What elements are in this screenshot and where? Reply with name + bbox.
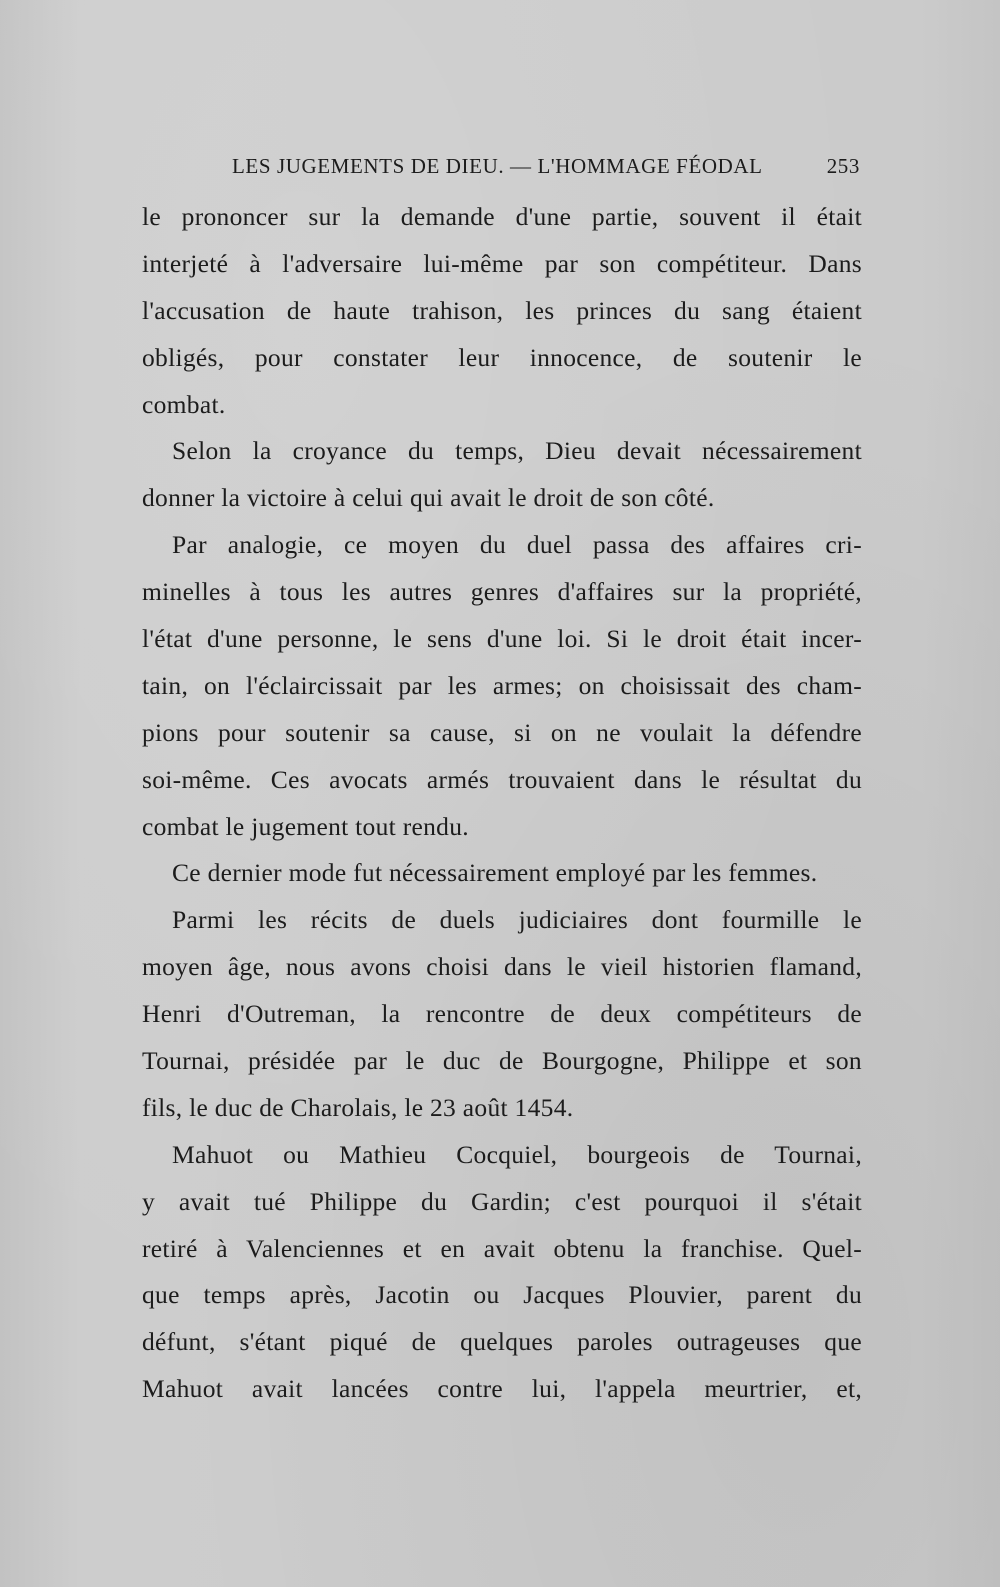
text-line: Tournai, présidée par le duc de Bourgogne, Philippe et son (142, 1046, 862, 1076)
text-line: le prononcer sur la demande d'une partie, souvent il était (142, 202, 862, 231)
paragraph-start-line: Parmi les récits de duels judiciaires dont fourmille le (172, 905, 862, 935)
running-head (232, 154, 860, 188)
text-line: pions pour soutenir sa cause, si on ne voulait la défendre (142, 717, 862, 747)
text-line: y avait tué Philippe du Gardin; c'est pourquoi il s'était (142, 1186, 862, 1216)
text-line: l'état d'une personne, le sens d'une loi. Si le droit était incer- (142, 624, 862, 654)
paragraph-end-line: combat. (142, 389, 226, 419)
text-line: interjeté à l'adversaire lui-même par son compétiteur. Dans (142, 248, 862, 278)
text-line: défunt, s'étant piqué de quelques paroles outrageuses que (142, 1327, 862, 1357)
paragraph-end-line: fils, le duc de Charolais, le 23 août 1454. (142, 1092, 574, 1122)
paragraph-end-line: donner la victoire à celui qui avait le droit de son côté. (142, 483, 715, 513)
text-line: moyen âge, nous avons choisi dans le vieil historien flamand, (142, 952, 862, 982)
text-line: soi-même. Ces avocats armés trouvaient dans le résultat du (142, 764, 862, 794)
text-line: obligés, pour constater leur innocence, de soutenir le (142, 342, 862, 372)
paragraph-end-line: combat le jugement tout rendu. (142, 811, 469, 841)
text-line: minelles à tous les autres genres d'affaires sur la propriété, (142, 577, 862, 607)
text-line: tain, on l'éclaircissait par les armes; on choisissait des cham- (142, 670, 862, 700)
text-line: Henri d'Outreman, la rencontre de deux compétiteurs de (142, 999, 862, 1029)
paragraph-start-line: Mahuot ou Mathieu Cocquiel, bourgeois de Tournai, (172, 1139, 862, 1169)
running-head-title: LES JUGEMENTS DE DIEU. — L'HOMMAGE FÉODAL (232, 154, 763, 178)
paragraph-single-line: Ce dernier mode fut nécessairement employé par les femmes. (172, 858, 818, 888)
text-line: retiré à Valenciennes et en avait obtenu la franchise. Quel- (142, 1233, 862, 1263)
body-text (142, 194, 862, 1413)
text-line: l'accusation de haute trahison, les princes du sang étaient (142, 295, 862, 325)
paragraph-start-line: Selon la croyance du temps, Dieu devait nécessairement (172, 436, 862, 466)
text-line: que temps après, Jacotin ou Jacques Plouvier, parent du (142, 1280, 862, 1310)
text-line: Mahuot avait lancées contre lui, l'appela meurtrier, et, (142, 1374, 862, 1404)
paragraph-start-line: Par analogie, ce moyen du duel passa des affaires cri- (172, 530, 862, 560)
page-number: 253 (826, 154, 860, 178)
